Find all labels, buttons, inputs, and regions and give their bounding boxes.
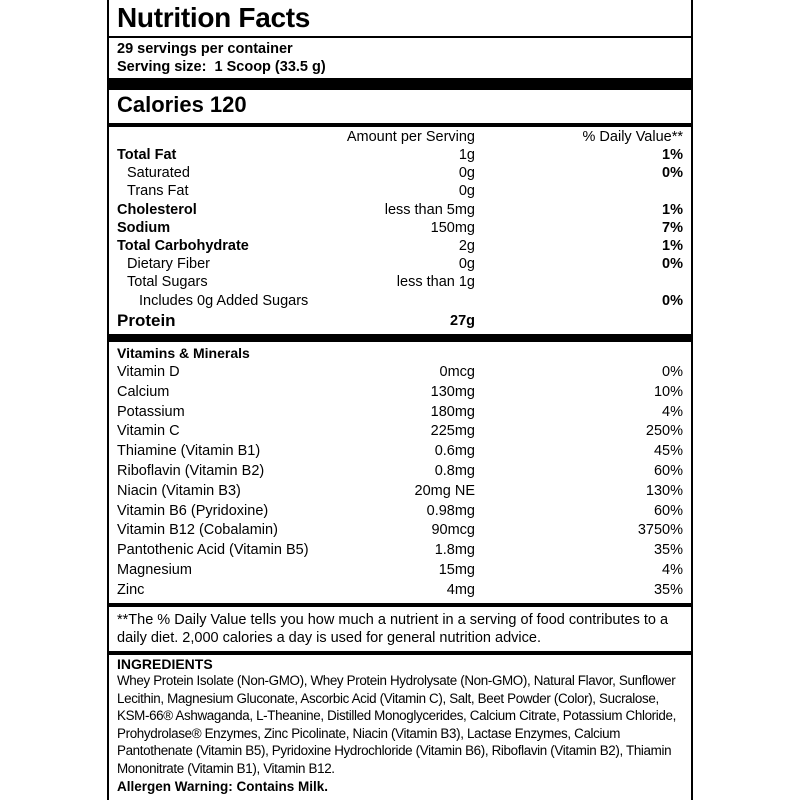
nutrient-daily-value: 1% — [662, 201, 683, 218]
label-title: Nutrition Facts — [117, 2, 311, 33]
vitamin-row — [117, 402, 683, 422]
nutrient-row — [117, 292, 683, 310]
ingredients-title: INGREDIENTS — [117, 656, 213, 672]
vitamin-daily-value: 4% — [662, 403, 683, 420]
nutrient-daily-value: 7% — [662, 219, 683, 236]
title-rule — [109, 36, 691, 38]
vitamin-amount: 20mg NE — [414, 482, 475, 499]
vitamin-name: Niacin (Vitamin B3) — [117, 482, 241, 499]
vitamin-row — [117, 520, 683, 540]
vitamin-name: Vitamin B12 (Cobalamin) — [117, 522, 278, 539]
vitamin-row — [117, 441, 683, 461]
nutrient-amount: 0g — [458, 165, 475, 182]
vitamin-daily-value: 3750% — [637, 522, 683, 539]
amount-header: Amount per Serving — [346, 129, 475, 145]
vitamin-daily-value: 60% — [653, 463, 683, 479]
vitamins-rule — [109, 603, 691, 607]
vitamin-daily-value: 35% — [653, 581, 683, 598]
nutrient-name: Total Sugars — [127, 274, 208, 291]
calories-rule — [109, 123, 691, 127]
nutrient-amount: less than 5mg — [384, 201, 475, 218]
nutrient-daily-value: 0% — [662, 292, 683, 309]
nutrient-row — [117, 255, 683, 273]
vitamin-row — [117, 501, 683, 521]
nutrient-daily-value: 0% — [662, 256, 683, 273]
vitamin-name: Vitamin B6 (Pyridoxine) — [117, 502, 269, 519]
vitamin-row — [117, 382, 683, 402]
vitamin-row — [117, 461, 683, 481]
vitamin-amount: 90mcg — [431, 522, 475, 539]
nutrient-name: Saturated — [127, 165, 190, 182]
thick-rule-top — [109, 78, 691, 90]
vitamin-name: Calcium — [117, 383, 170, 400]
vitamin-row — [117, 560, 683, 580]
vitamin-daily-value: 10% — [653, 383, 683, 400]
nutrient-row — [117, 201, 683, 219]
vitamins-title: Vitamins & Minerals — [117, 345, 250, 361]
nutrient-amount: 150mg — [430, 219, 475, 236]
vitamin-name: Riboflavin (Vitamin B2) — [117, 463, 265, 479]
vitamin-name: Potassium — [117, 403, 185, 420]
serving-size: Serving size: 1 Scoop (33.5 g) — [117, 59, 326, 75]
vitamin-daily-value: 130% — [645, 482, 683, 499]
allergen-warning: Allergen Warning: Contains Milk. — [117, 779, 329, 794]
vitamin-amount: 1.8mg — [434, 542, 475, 559]
vitamin-name: Vitamin D — [117, 364, 180, 380]
vitamin-amount: 0.98mg — [426, 502, 475, 519]
vitamin-row — [117, 421, 683, 441]
vitamin-amount: 0.6mg — [434, 443, 475, 460]
vitamin-amount: 225mg — [430, 423, 475, 440]
nutrient-name: Includes 0g Added Sugars — [139, 292, 309, 309]
nutrient-row — [117, 273, 683, 291]
column-headers — [117, 128, 683, 146]
nutrition-label — [107, 0, 693, 800]
nutrient-row — [117, 237, 683, 255]
vitamin-amount: 15mg — [438, 562, 475, 578]
nutrient-row — [117, 182, 683, 200]
vitamin-daily-value: 60% — [653, 502, 683, 519]
vitamin-name: Magnesium — [117, 562, 192, 578]
vitamin-daily-value: 250% — [645, 423, 683, 440]
vitamin-row — [117, 481, 683, 501]
vitamin-amount: 4mg — [446, 581, 475, 598]
nutrient-amount: less than 1g — [396, 274, 475, 291]
nutrient-daily-value: 1% — [662, 147, 683, 163]
vitamin-name: Vitamin C — [117, 423, 180, 440]
vitamin-daily-value: 35% — [653, 542, 683, 559]
vitamin-amount: 0mcg — [439, 364, 475, 380]
vitamin-name: Pantothenic Acid (Vitamin B5) — [117, 542, 309, 559]
nutrient-name: Total Fat — [117, 147, 177, 163]
vitamin-daily-value: 4% — [662, 562, 683, 578]
nutrient-amount: 0g — [458, 256, 475, 273]
protein-amount: 27g — [450, 313, 475, 329]
vitamin-amount: 130mg — [430, 383, 475, 400]
nutrient-amount: 1g — [458, 147, 475, 163]
thick-rule-middle — [109, 334, 691, 342]
nutrient-row — [117, 164, 683, 182]
servings-per-container: 29 servings per container — [117, 41, 293, 57]
nutrient-row — [117, 146, 683, 164]
vitamin-amount: 180mg — [430, 403, 475, 420]
protein-label: Protein — [117, 311, 176, 330]
nutrient-amount: 2g — [458, 238, 475, 254]
vitamin-name: Thiamine (Vitamin B1) — [117, 443, 261, 460]
nutrient-name: Trans Fat — [127, 183, 189, 200]
vitamin-row — [117, 540, 683, 560]
nutrient-name: Dietary Fiber — [127, 256, 210, 273]
nutrient-name: Sodium — [117, 219, 171, 236]
nutrient-name: Cholesterol — [117, 201, 197, 218]
vitamin-daily-value: 45% — [653, 443, 683, 460]
nutrient-name: Total Carbohydrate — [117, 238, 249, 254]
vitamin-name: Zinc — [117, 581, 145, 598]
vitamin-row — [117, 580, 683, 600]
nutrient-daily-value: 1% — [662, 238, 683, 254]
vitamin-amount: 0.8mg — [434, 463, 475, 479]
calories: Calories 120 — [117, 92, 247, 117]
nutrient-row — [117, 219, 683, 237]
ingredients-text: Whey Protein Isolate (Non-GMO), Whey Protein Hydrolysate (Non-GMO), Natural Flavor, Sunflower Lecithin, Magnesium Gluconate, Ascorbic Acid (Vitamin C), Salt, Beet Powder (Color), Sucralose, KSM-66® Ashwaganda, L-Theanine, Distilled Monoglycerides, Calcium Citrate, Potassium Chloride, Prohydrolase® Enzymes, Zinc Picolinate, Niacin (Vitamin B3), Lactase Enzymes, Calcium Pantothenate (Vitamin B5), Pyridoxine Hydrochloride (Vitamin B6), Riboflavin (Vitamin B2), Thiamin Mononitrate (Vitamin B1), Vitamin B12. — [117, 673, 676, 776]
vitamin-row — [117, 362, 683, 382]
daily-value-footnote: **The % Daily Value tells you how much a nutrient in a serving of food contributes to a daily diet. 2,000 calories a day is used for general nutrition advice. — [117, 612, 669, 646]
nutrient-amount: 0g — [458, 183, 475, 200]
nutrient-daily-value: 0% — [662, 165, 683, 182]
dv-header: % Daily Value** — [582, 129, 683, 145]
vitamin-daily-value: 0% — [662, 364, 683, 380]
